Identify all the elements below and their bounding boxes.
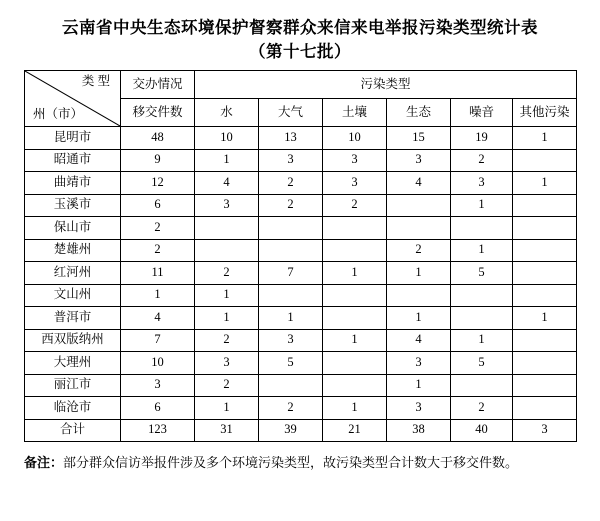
header-pollution-group: 污染类型 [195,71,577,99]
row-other [513,284,577,307]
row-region: 西双版纳州 [25,329,121,352]
table-row [25,397,577,420]
row-noise: 2 [451,397,513,420]
header-handover-group: 交办情况 [121,71,195,99]
row-air: 2 [259,397,323,420]
corner-label-type: 类 型 [81,74,110,88]
row-region: 昆明市 [25,127,121,150]
row-ecology: 1 [387,374,451,397]
header-handover-count: 移交件数 [121,99,195,127]
row-water: 1 [195,284,259,307]
row-soil: 1 [323,329,387,352]
row-air: 1 [259,307,323,330]
row-noise: 3 [451,172,513,195]
row-region: 普洱市 [25,307,121,330]
row-air [259,239,323,262]
row-ecology [387,194,451,217]
table-total-row [25,419,577,442]
header-pollution-water: 水 [195,99,259,127]
table-row [25,307,577,330]
total-air: 39 [259,419,323,442]
header-pollution-noise: 噪音 [451,99,513,127]
row-ecology: 1 [387,262,451,285]
row-handover: 7 [121,329,195,352]
table-note [24,452,576,473]
row-air: 7 [259,262,323,285]
row-ecology: 3 [387,397,451,420]
table-row [25,329,577,352]
corner-label-region: 州（市） [33,107,84,122]
note-text: 部分群众信访举报件涉及多个环境污染类型，故污染类型合计数大于移交件数。 [63,455,519,470]
row-air: 3 [259,149,323,172]
row-air [259,284,323,307]
row-ecology: 3 [387,149,451,172]
row-other [513,397,577,420]
row-ecology: 15 [387,127,451,150]
row-region: 红河州 [25,262,121,285]
row-water [195,217,259,240]
row-handover: 1 [121,284,195,307]
row-other [513,329,577,352]
row-noise: 1 [451,194,513,217]
row-noise: 5 [451,262,513,285]
row-noise [451,284,513,307]
row-ecology: 2 [387,239,451,262]
table-row [25,352,577,375]
row-ecology: 3 [387,352,451,375]
row-soil [323,352,387,375]
row-ecology [387,284,451,307]
total-water: 31 [195,419,259,442]
row-other [513,239,577,262]
row-handover: 11 [121,262,195,285]
total-ecology: 38 [387,419,451,442]
row-soil [323,374,387,397]
row-region: 玉溪市 [25,194,121,217]
row-region: 大理州 [25,352,121,375]
row-water: 2 [195,329,259,352]
row-air: 3 [259,329,323,352]
row-handover: 10 [121,352,195,375]
header-pollution-soil: 土壤 [323,99,387,127]
header-pollution-air: 大气 [259,99,323,127]
row-water: 4 [195,172,259,195]
table-row [25,262,577,285]
row-air: 13 [259,127,323,150]
total-label: 合计 [25,419,121,442]
total-noise: 40 [451,419,513,442]
row-soil: 1 [323,262,387,285]
table-header-row-1 [25,71,577,99]
row-region: 临沧市 [25,397,121,420]
row-other: 1 [513,127,577,150]
row-other [513,217,577,240]
row-water: 3 [195,194,259,217]
row-region: 文山州 [25,284,121,307]
total-other: 3 [513,419,577,442]
row-noise [451,307,513,330]
row-other [513,149,577,172]
row-other: 1 [513,172,577,195]
row-water: 3 [195,352,259,375]
row-other [513,262,577,285]
note-label: 备注： [24,455,64,470]
row-noise: 1 [451,239,513,262]
row-water: 2 [195,262,259,285]
table-row [25,374,577,397]
table-row [25,194,577,217]
row-soil: 3 [323,172,387,195]
row-air [259,374,323,397]
row-noise [451,374,513,397]
row-noise: 19 [451,127,513,150]
row-other [513,352,577,375]
row-handover: 12 [121,172,195,195]
row-soil: 1 [323,397,387,420]
row-handover: 6 [121,194,195,217]
row-air: 2 [259,172,323,195]
page-title-line2: （第十七批） [249,42,351,61]
row-air: 2 [259,194,323,217]
header-pollution-other: 其他污染 [513,99,577,127]
row-soil: 2 [323,194,387,217]
page-title-line1: 云南省中央生态环境保护督察群众来信来电举报污染类型统计表 [62,18,538,37]
total-soil: 21 [323,419,387,442]
row-air [259,217,323,240]
row-water [195,239,259,262]
row-soil: 3 [323,149,387,172]
row-ecology [387,217,451,240]
table-head [25,71,577,127]
row-handover: 6 [121,397,195,420]
corner-header-cell [25,71,121,127]
header-pollution-ecology: 生态 [387,99,451,127]
row-soil [323,307,387,330]
row-handover: 2 [121,239,195,262]
row-air: 5 [259,352,323,375]
table-row [25,149,577,172]
row-noise: 2 [451,149,513,172]
table-row [25,217,577,240]
row-water: 1 [195,149,259,172]
row-soil [323,239,387,262]
pollution-statistics-table [24,70,577,442]
row-noise: 5 [451,352,513,375]
row-region: 保山市 [25,217,121,240]
row-ecology: 4 [387,172,451,195]
row-region: 曲靖市 [25,172,121,195]
row-region: 楚雄州 [25,239,121,262]
row-water: 1 [195,307,259,330]
row-noise: 1 [451,329,513,352]
row-handover: 9 [121,149,195,172]
row-water: 2 [195,374,259,397]
row-ecology: 1 [387,307,451,330]
row-region: 丽江市 [25,374,121,397]
table-row [25,172,577,195]
total-handover: 123 [121,419,195,442]
row-water: 10 [195,127,259,150]
row-handover: 2 [121,217,195,240]
row-other [513,374,577,397]
row-ecology: 4 [387,329,451,352]
row-handover: 4 [121,307,195,330]
row-handover: 3 [121,374,195,397]
row-noise [451,217,513,240]
page-title [24,16,576,64]
row-other: 1 [513,307,577,330]
row-region: 昭通市 [25,149,121,172]
row-handover: 48 [121,127,195,150]
table-row [25,239,577,262]
table-body [25,127,577,442]
row-soil [323,284,387,307]
row-soil [323,217,387,240]
table-row [25,127,577,150]
row-soil: 10 [323,127,387,150]
table-row [25,284,577,307]
row-other [513,194,577,217]
row-water: 1 [195,397,259,420]
